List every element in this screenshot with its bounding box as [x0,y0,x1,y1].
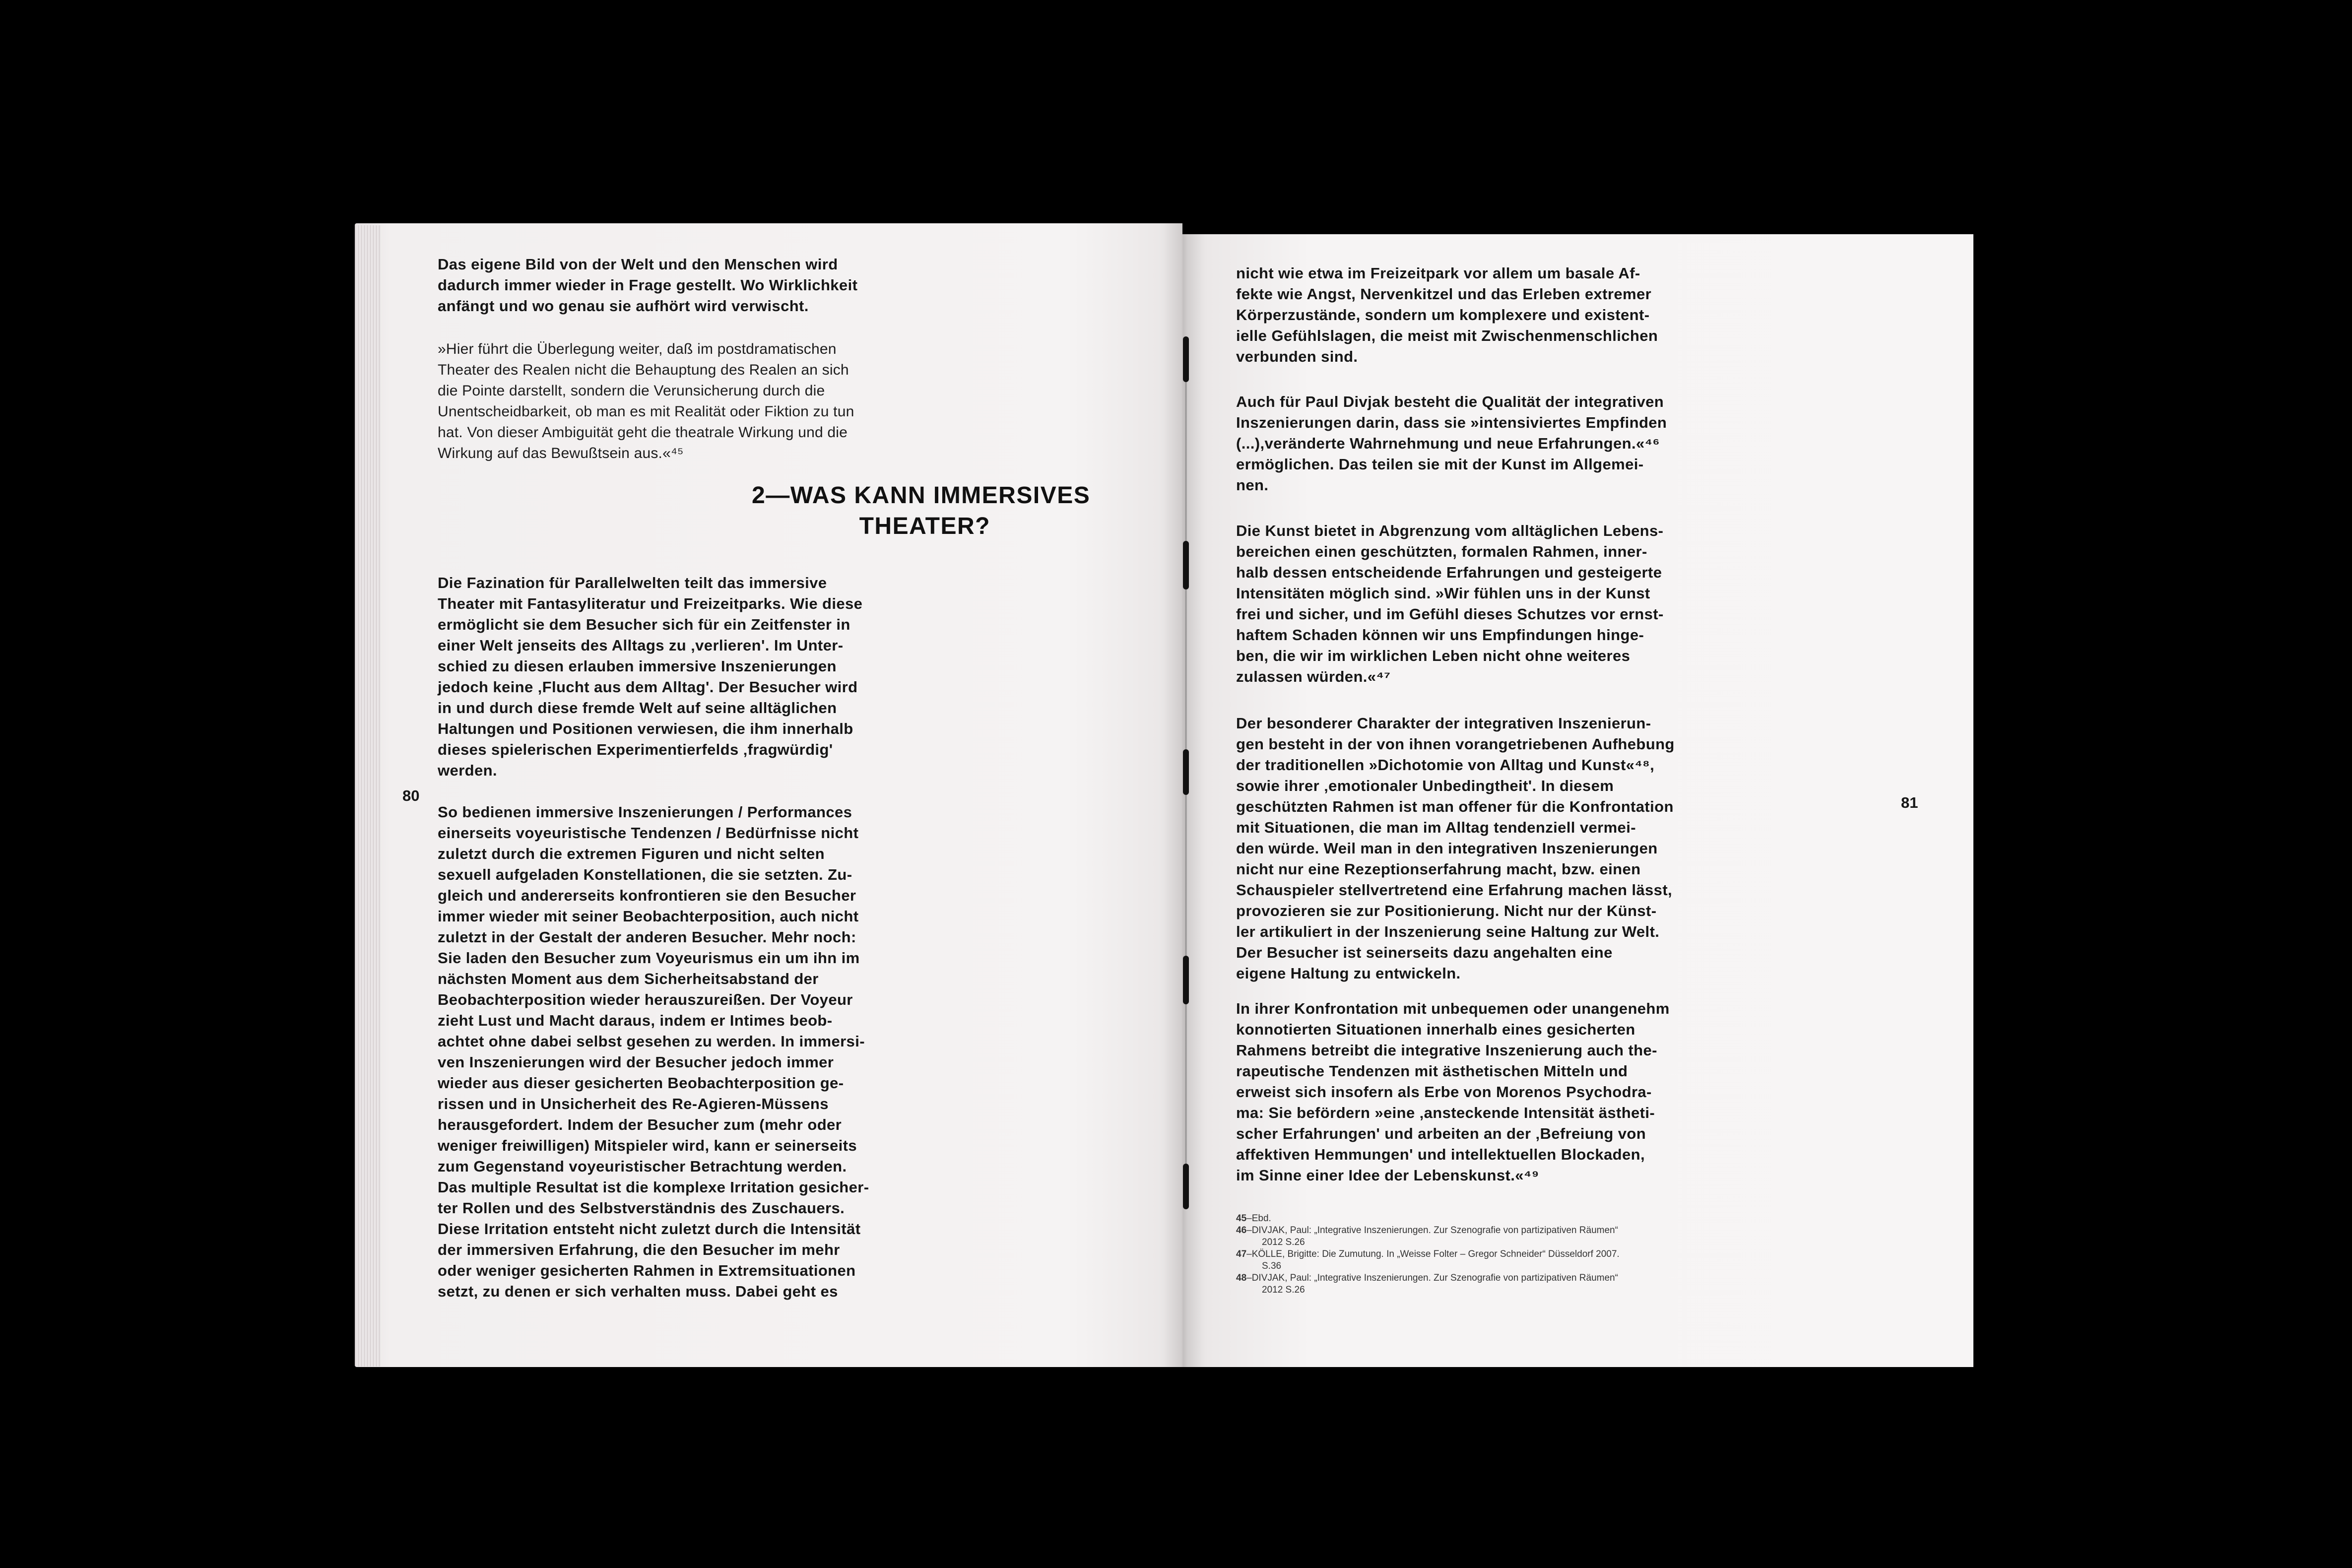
text-line: ter Rollen und des Selbstverständnis des Zuschauers. [438,1199,845,1217]
text-line: ermöglicht sie dem Besucher sich für ein Zeitfenster in [438,616,850,633]
binding-stitch [1183,541,1189,589]
text-line: sowie ihrer ‚emotionaler Unbedingtheit'. In diesem [1236,777,1614,794]
text-line: jedoch keine ‚Flucht aus dem Alltag'. Der Besucher wird [438,678,858,696]
text-line: achtet ohne dabei selbst gesehen zu werden. In immersi- [438,1033,865,1050]
text-line: scher Erfahrungen' und arbeiten an der ‚Befreiung von [1236,1125,1646,1142]
body-paragraph-4 [1236,713,1675,984]
text-line: setzt, zu denen er sich verhalten muss. Dabei geht es [438,1283,838,1300]
binding-stitch [1183,1164,1189,1209]
text-line: dadurch immer wieder in Frage gestellt. Wo Wirklichkeit [438,276,858,294]
body-paragraph-2 [1236,392,1667,496]
text-line: mit Situationen, die man im Alltag tendenziell vermei- [1236,819,1636,836]
text-line: zuletzt in der Gestalt der anderen Besucher. Mehr noch: [438,928,856,946]
footnote-text: –DIVJAK, Paul: „Integrative Inszenierungen. Zur Szenografie von partizipativen Räumen“ [1246,1225,1618,1236]
text-line: rapeutische Tendenzen mit ästhetischen Mitteln und [1236,1062,1628,1080]
text-line: halb dessen entscheidende Erfahrungen und gesteigerte [1236,564,1662,581]
text-line: Rahmens betreibt die integrative Inszenierung auch the- [1236,1042,1657,1059]
footnote [1236,1248,1620,1260]
text-line: ielle Gefühlslagen, die meist mit Zwischenmenschlichen [1236,327,1658,344]
text-line: Körperzustände, sondern um komplexere und existent- [1236,306,1650,324]
open-book-spread [355,223,1973,1369]
footnotes [1236,1213,1620,1296]
text-line: erweist sich insofern als Erbe von Morenos Psychodra- [1236,1083,1652,1101]
text-line: nächsten Moment aus dem Sicherheitsabstand der [438,970,819,987]
body-paragraph-5 [1236,998,1670,1186]
text-line: sexuell aufgeladen Konstellationen, die sie setzten. Zu- [438,866,852,883]
text-line: provozieren sie zur Positionierung. Nicht nur der Künst- [1236,902,1657,919]
text-line: zum Gegenstand voyeuristischer Betrachtung werden. [438,1158,847,1175]
text-line: Unentscheidbarkeit, ob man es mit Realität oder Fiktion zu tun [438,403,854,420]
text-line: verbunden sind. [1236,348,1358,365]
footnote [1236,1213,1620,1225]
binding-thread [1185,382,1187,541]
text-line: hat. Von dieser Ambiguität geht die theatrale Wirkung und die [438,424,848,441]
page-number-right: 81 [1901,794,1918,811]
text-line: gen besteht in der von ihnen vorangetriebenen Aufhebung [1236,735,1675,753]
text-line: Sie laden den Besucher zum Voyeurismus ein um ihn im [438,949,860,967]
text-line: immer wieder mit seiner Beobachterposition, auch nicht [438,908,859,925]
text-line: nen. [1236,476,1269,494]
text-line: zuletzt durch die extremen Figuren und nicht selten [438,845,825,862]
text-line: Die Fazination für Parallelwelten teilt das immersive [438,574,827,591]
binding-stitch [1183,749,1189,795]
section-heading [752,480,1091,542]
text-line: geschützten Rahmen ist man offener für die Konfrontation [1236,798,1674,815]
text-line: Auch für Paul Divjak besteht die Qualität der integrativen [1236,393,1664,410]
body-paragraph-2 [438,802,869,1302]
text-line: im Sinne einer Idee der Lebenskunst.«⁴⁹ [1236,1167,1539,1184]
text-line: gleich und andererseits konfrontieren sie den Besucher [438,887,856,904]
text-line: Der besonderer Charakter der integrativen Inszenierun- [1236,715,1651,732]
footnote [1236,1225,1620,1237]
text-line: nicht wie etwa im Freizeitpark vor allem um basale Af- [1236,264,1640,282]
text-line: THEATER? [859,513,990,539]
text-line: nicht nur eine Rezeptionserfahrung macht, bzw. einen [1236,860,1641,878]
page-stack-edge [355,225,381,1367]
footnote-text: –DIVJAK, Paul: „Integrative Inszenierungen. Zur Szenografie von partizipativen Räumen“ [1246,1273,1618,1283]
text-line: Diese Irritation entsteht nicht zuletzt durch die Intensität [438,1220,861,1238]
right-page [1182,234,1973,1367]
footnote-text: –KÖLLE, Brigitte: Die Zumutung. In „Weisse Folter – Gregor Schneider“ Düsseldorf 2007. [1246,1249,1620,1259]
text-line: So bedienen immersive Inszenierungen / Performances [438,803,852,821]
text-line: frei und sicher, und im Gefühl dieses Schutzes vor ernst- [1236,605,1664,623]
text-line: Theater des Realen nicht die Behauptung des Realen an sich [438,362,849,378]
left-page [355,223,1182,1367]
text-line: eigene Haltung zu entwickeln. [1236,965,1461,982]
footnote [1236,1272,1620,1284]
text-line: Die Kunst bietet in Abgrenzung vom alltäglichen Lebens- [1236,522,1664,539]
text-line: rissen und in Unsicherheit des Re-Agieren-Müssens [438,1095,829,1112]
footnote-continuation: S.36 [1262,1261,1282,1271]
binding-stitch [1183,336,1189,382]
binding-stitch [1183,956,1189,1004]
text-line: der immersiven Erfahrung, die den Besucher im mehr [438,1241,840,1258]
text-line: in und durch diese fremde Welt auf seine alltäglichen [438,699,837,717]
text-line: ma: Sie befördern »eine ‚ansteckende Intensität ästheti- [1236,1104,1655,1121]
footnote-number: 46 [1236,1225,1247,1236]
text-line: konnotierten Situationen innerhalb eines gesicherten [1236,1021,1635,1038]
text-line: ermöglichen. Das teilen sie mit der Kunst im Allgemei- [1236,456,1644,473]
text-line: ven Inszenierungen wird der Besucher jedoch immer [438,1053,834,1071]
text-line: Theater mit Fantasyliteratur und Freizeitparks. Wie diese [438,595,863,612]
text-line: affektiven Hemmungen' und intellektuellen Blockaden, [1236,1146,1645,1163]
text-line: Haltungen und Positionen verwiesen, die ihm innerhalb [438,720,853,737]
text-line: einer Welt jenseits des Alltags zu ‚verlieren'. Im Unter- [438,637,844,654]
text-line: anfängt und wo genau sie aufhört wird verwischt. [438,297,809,315]
text-line: die Pointe darstellt, sondern die Verunsicherung durch die [438,383,825,399]
text-line: Wirkung auf das Bewußtsein aus.«⁴⁵ [438,445,684,461]
text-line: dieses spielerischen Experimentierfelds ‚fragwürdig' [438,741,833,758]
footnote-continuation: 2012 S.26 [1262,1237,1305,1247]
text-line: wieder aus dieser gesicherten Beobachterposition ge- [438,1074,844,1092]
text-line: 2—WAS KANN IMMERSIVES [752,482,1091,509]
text-line: bereichen einen geschützten, formalen Rahmen, inner- [1236,543,1647,560]
text-line: In ihrer Konfrontation mit unbequemen oder unangenehm [1236,1000,1670,1017]
footnote-number: 47 [1236,1249,1247,1259]
page-number-left: 80 [402,787,420,804]
footnote-continuation: 2012 S.26 [1262,1285,1305,1295]
text-line: haftem Schaden können wir uns Empfindungen hinge- [1236,626,1644,644]
text-line: zieht Lust und Macht daraus, indem er Intimes beob- [438,1012,833,1029]
text-line: (...),veränderte Wahrnehmung und neue Erfahrungen.«⁴⁶ [1236,435,1660,452]
text-line: Intensitäten möglich sind. »Wir fühlen uns in der Kunst [1236,585,1650,602]
text-line: weniger freiwilligen) Mitspieler wird, kann er seinerseits [438,1137,857,1154]
text-line: Beobachterposition wieder herauszureißen. Der Voyeur [438,991,853,1008]
text-line: Der Besucher ist seinerseits dazu angehalten eine [1236,944,1613,961]
footnote-text: –Ebd. [1246,1213,1271,1224]
binding-thread [1185,589,1187,749]
text-line: der traditionellen »Dichotomie von Alltag und Kunst«⁴⁸, [1236,756,1655,774]
text-line: Das multiple Resultat ist die komplexe Irritation gesicher- [438,1178,869,1196]
footnote-number: 45 [1236,1213,1247,1224]
footnote-number: 48 [1236,1273,1247,1283]
text-line: ben, die wir im wirklichen Leben nicht ohne weiteres [1236,647,1631,664]
text-line: den würde. Weil man in den integrativen Inszenierungen [1236,840,1658,857]
text-line: fekte wie Angst, Nervenkitzel und das Erleben extremer [1236,285,1652,303]
text-line: herausgefordert. Indem der Besucher zum (mehr oder [438,1116,842,1133]
text-line: Schauspieler stellvertretend eine Erfahrung machen lässt, [1236,881,1673,899]
intro-paragraph [438,254,857,317]
block-quote [438,339,854,464]
text-line: einerseits voyeuristische Tendenzen / Bedürfnisse nicht [438,824,859,842]
text-line: werden. [438,762,497,779]
body-paragraph-1 [1236,263,1658,367]
binding-thread [1185,795,1187,956]
body-paragraph-3 [1236,521,1664,687]
text-line: oder weniger gesicherten Rahmen in Extremsituationen [438,1262,856,1279]
text-line: zulassen würden.«⁴⁷ [1236,668,1391,685]
body-paragraph-1 [438,573,862,781]
text-line: ler artikuliert in der Inszenierung seine Haltung zur Welt. [1236,923,1660,940]
text-line: Das eigene Bild von der Welt und den Menschen wird [438,256,838,273]
binding-thread [1185,1004,1187,1164]
text-line: Inszenierungen darin, dass sie »intensiviertes Empfinden [1236,414,1667,431]
text-line: schied zu diesen erlauben immersive Inszenierungen [438,657,837,675]
text-line: »Hier führt die Überlegung weiter, daß im postdramatischen [438,341,837,357]
